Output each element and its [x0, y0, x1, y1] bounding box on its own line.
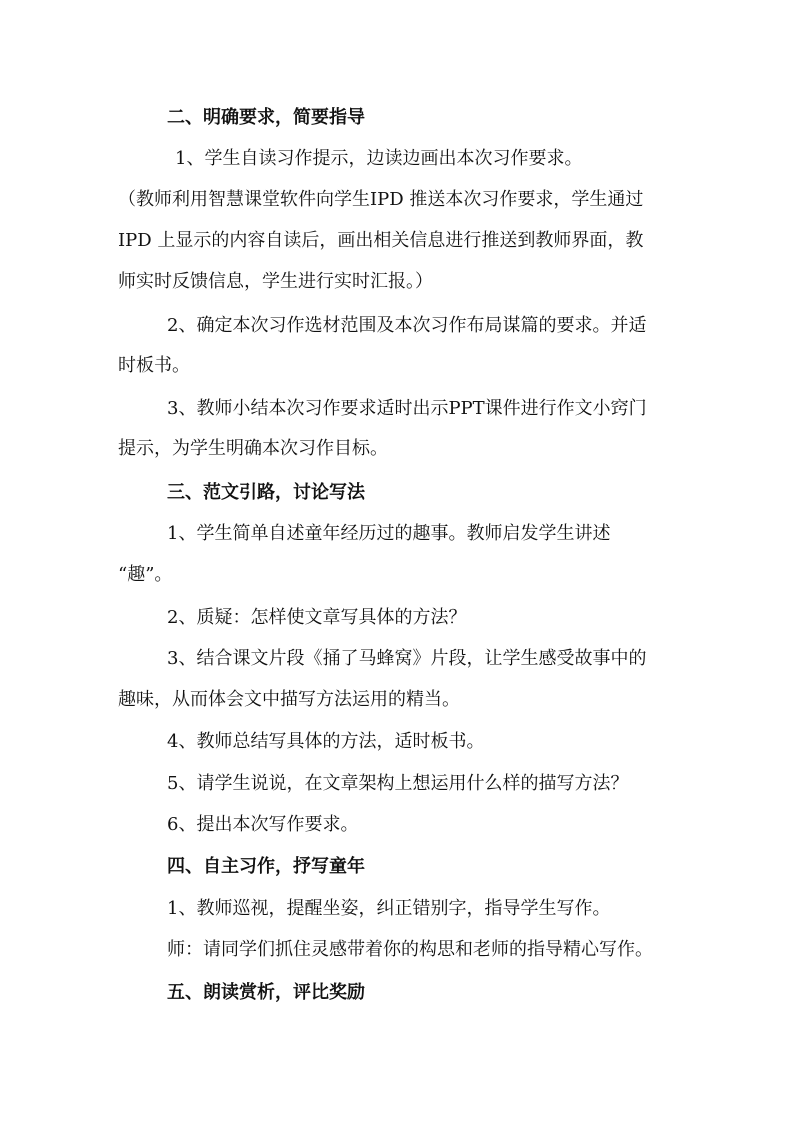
paragraph-line: 提示，为学生明确本次习作目标。: [118, 438, 388, 459]
section-heading: 三、范文引路，讨论写法: [167, 482, 365, 503]
paragraph-line: 1、学生自读习作提示，边读边画出本次习作要求。: [175, 148, 583, 169]
paragraph-line: “趣”。: [118, 564, 173, 585]
paragraph-line: IPD 上显示的内容自读后，画出相关信息进行推送到教师界面，教: [118, 230, 644, 251]
paragraph-line: （教师利用智慧课堂软件向学生IPD 推送本次习作要求，学生通过: [118, 189, 644, 210]
paragraph-line: 2、质疑：怎样使文章写具体的方法？: [167, 607, 467, 628]
paragraph-line: 2、确定本次习作选材范围及本次习作布局谋篇的要求。并适: [167, 315, 647, 336]
paragraph-line: 3、结合课文片段《捅了马蜂窝》片段，让学生感受故事中的: [167, 648, 647, 669]
paragraph-line: 师实时反馈信息，学生进行实时汇报。）: [118, 271, 433, 292]
section-heading: 五、朗读赏析，评比奖励: [167, 982, 365, 1003]
paragraph-line: 师：请同学们抓住灵感带着你的构思和老师的指导精心写作。: [167, 939, 653, 960]
paragraph-line: 5、请学生说说，在文章架构上想运用什么样的描写方法？: [167, 773, 629, 794]
paragraph-line: 3、教师小结本次习作要求适时出示PPT课件进行作文小窍门: [167, 398, 647, 419]
section-heading: 四、自主习作，抒写童年: [167, 856, 365, 877]
paragraph-line: 趣味，从而体会文中描写方法运用的精当。: [118, 689, 460, 710]
section-heading: 二、明确要求，简要指导: [167, 107, 365, 128]
paragraph-line: 时板书。: [118, 355, 190, 376]
paragraph-line: 4、教师总结写具体的方法，适时板书。: [167, 731, 485, 752]
paragraph-line: 1、教师巡视，提醒坐姿，纠正错别字，指导学生写作。: [167, 898, 611, 919]
paragraph-line: 1、学生简单自述童年经历过的趣事。教师启发学生讲述: [167, 523, 611, 544]
paragraph-line: 6、提出本次写作要求。: [167, 814, 359, 835]
